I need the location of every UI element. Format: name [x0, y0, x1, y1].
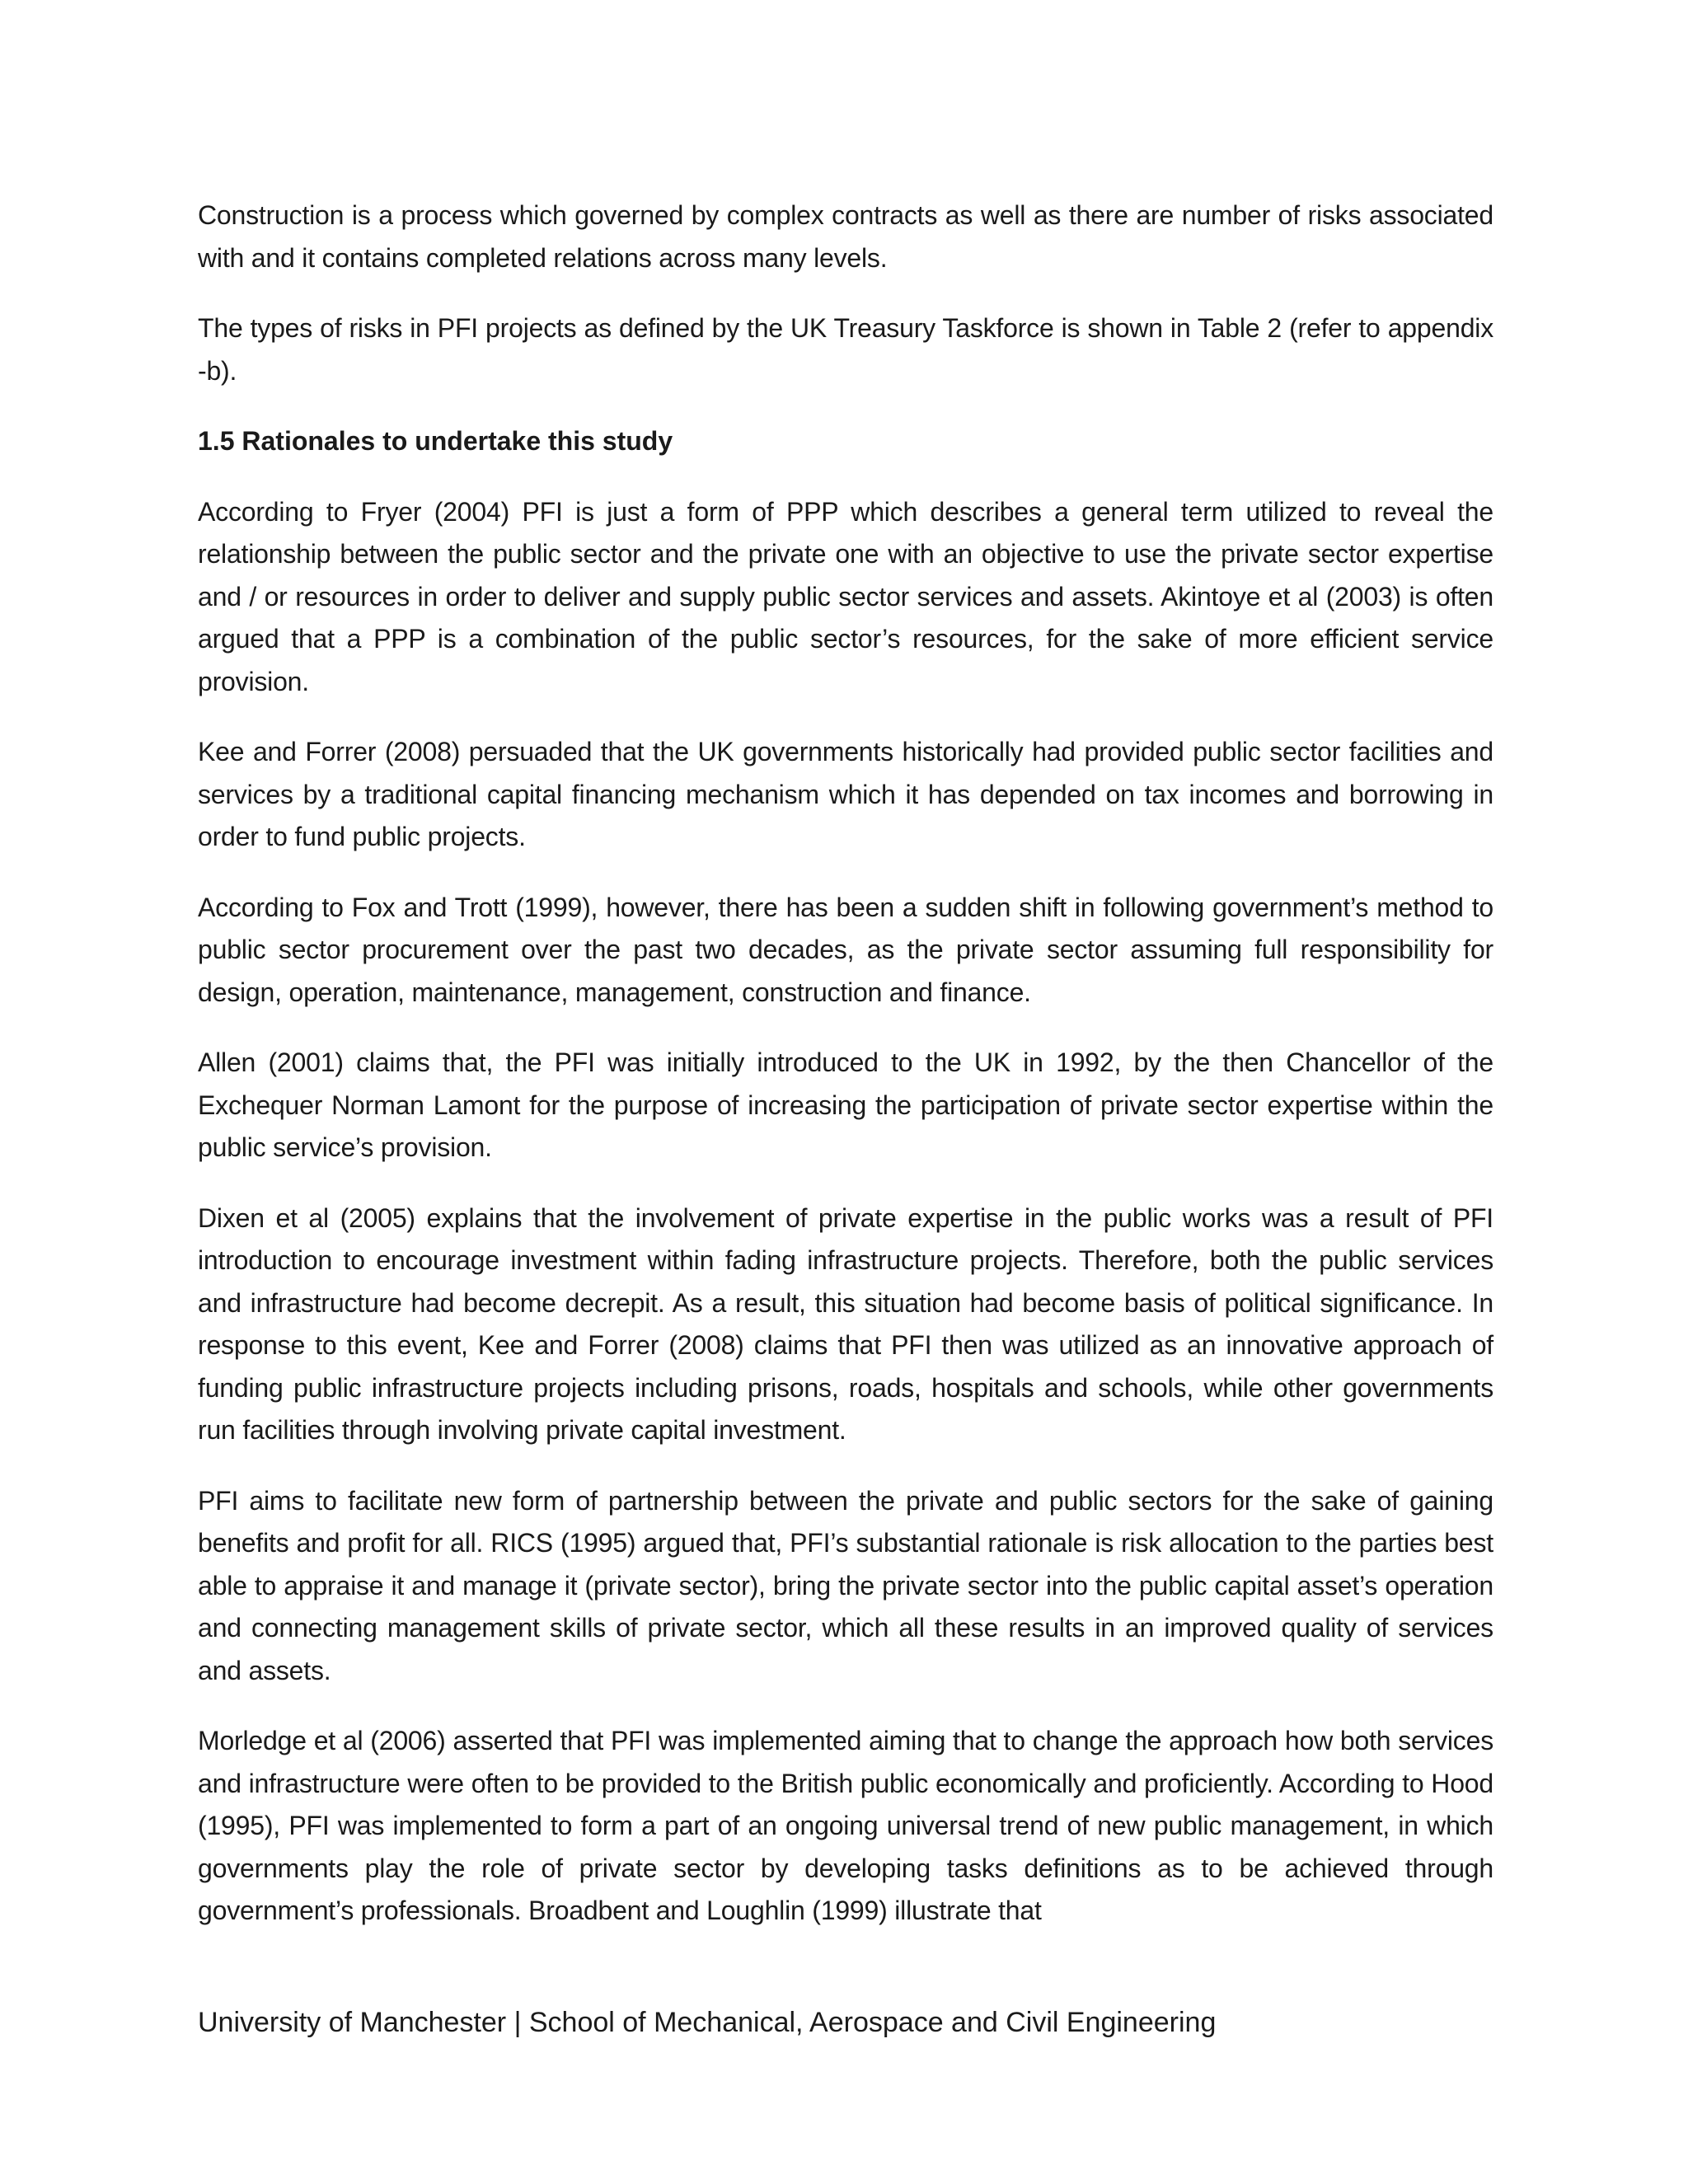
page-footer: University of Manchester | School of Mechanical, Aerospace and Civil Engineering — [198, 2007, 1217, 2038]
paragraph-pfi-aims: PFI aims to facilitate new form of partnership between the private and public sectors for the sake of gaining benefits and profit for all. RICS (1995) argued that, PFI’s substantial rationale is risk allocation to the parties best able to appraise it and manage it (private sector), bring the private sector into the public capital asset’s operation and connecting management skills of private sector, which all these results in an improved quality of services and assets. — [198, 1485, 1493, 1685]
paragraph-fryer: According to Fryer (2004) PFI is just a form of PPP which describes a general term utilized to reveal the relationship between the public sector and the private one with an objective to use the private sector expertise and / or resources in order to deliver and supply public sector services and assets. Akintoye et al (2003) is often argued that a PPP is a combination of the public sector’s resources, for the sake of more efficient service provision. — [198, 496, 1493, 696]
paragraph-allen: Allen (2001) claims that, the PFI was initially introduced to the UK in 1992, by the then Chancellor of the Exchequer Norman Lamont for the purpose of increasing the participation of private sector expertise within the public service’s provision. — [198, 1047, 1493, 1162]
paragraph-kee-forrer: Kee and Forrer (2008) persuaded that the UK governments historically had provided public sector facilities and services by a traditional capital financing mechanism which it has depended on tax incomes and borrowing in order to fund public projects. — [198, 737, 1493, 851]
paragraph-dixen: Dixen et al (2005) explains that the involvement of private expertise in the public works was a result of PFI introduction to encourage investment within fading infrastructure projects. Therefore, both the public services and infrastructure had become decrepit. As a result, this situation had become basis of political significance. In response to this event, Kee and Forrer (2008) claims that PFI then was utilized as an innovative approach of funding public infrastructure projects including prisons, roads, hospitals and schools, while other governments run facilities through involving private capital investment. — [198, 1202, 1493, 1445]
paragraph-construction: Construction is a process which governed by complex contracts as well as there are number of risks associated with and it contains completed relations across many levels. — [198, 200, 1493, 273]
paragraph-risk-types: The types of risks in PFI projects as defined by the UK Treasury Taskforce is shown in Table 2 (refer to appendix -b). — [198, 313, 1493, 386]
section-heading: 1.5 Rationales to undertake this study — [198, 426, 673, 456]
paragraph-fox-trott: According to Fox and Trott (1999), however, there has been a sudden shift in following government’s method to public sector procurement over the past two decades, as the private sector assuming full responsibility for design, operation, maintenance, management, construction and finance. — [198, 892, 1493, 1007]
paragraph-morledge: Morledge et al (2006) asserted that PFI was implemented aiming that to change the approach how both services and infrastructure were often to be provided to the British public economically and proficiently. According to Hood (1995), PFI was implemented to form a part of an ongoing universal trend of new public management, in which governments play the role of private sector by developing tasks definitions as to be achieved through government’s professionals. Broadbent and Loughlin (1999) illustrate that — [198, 1726, 1493, 1925]
document-body — [198, 194, 1493, 1961]
